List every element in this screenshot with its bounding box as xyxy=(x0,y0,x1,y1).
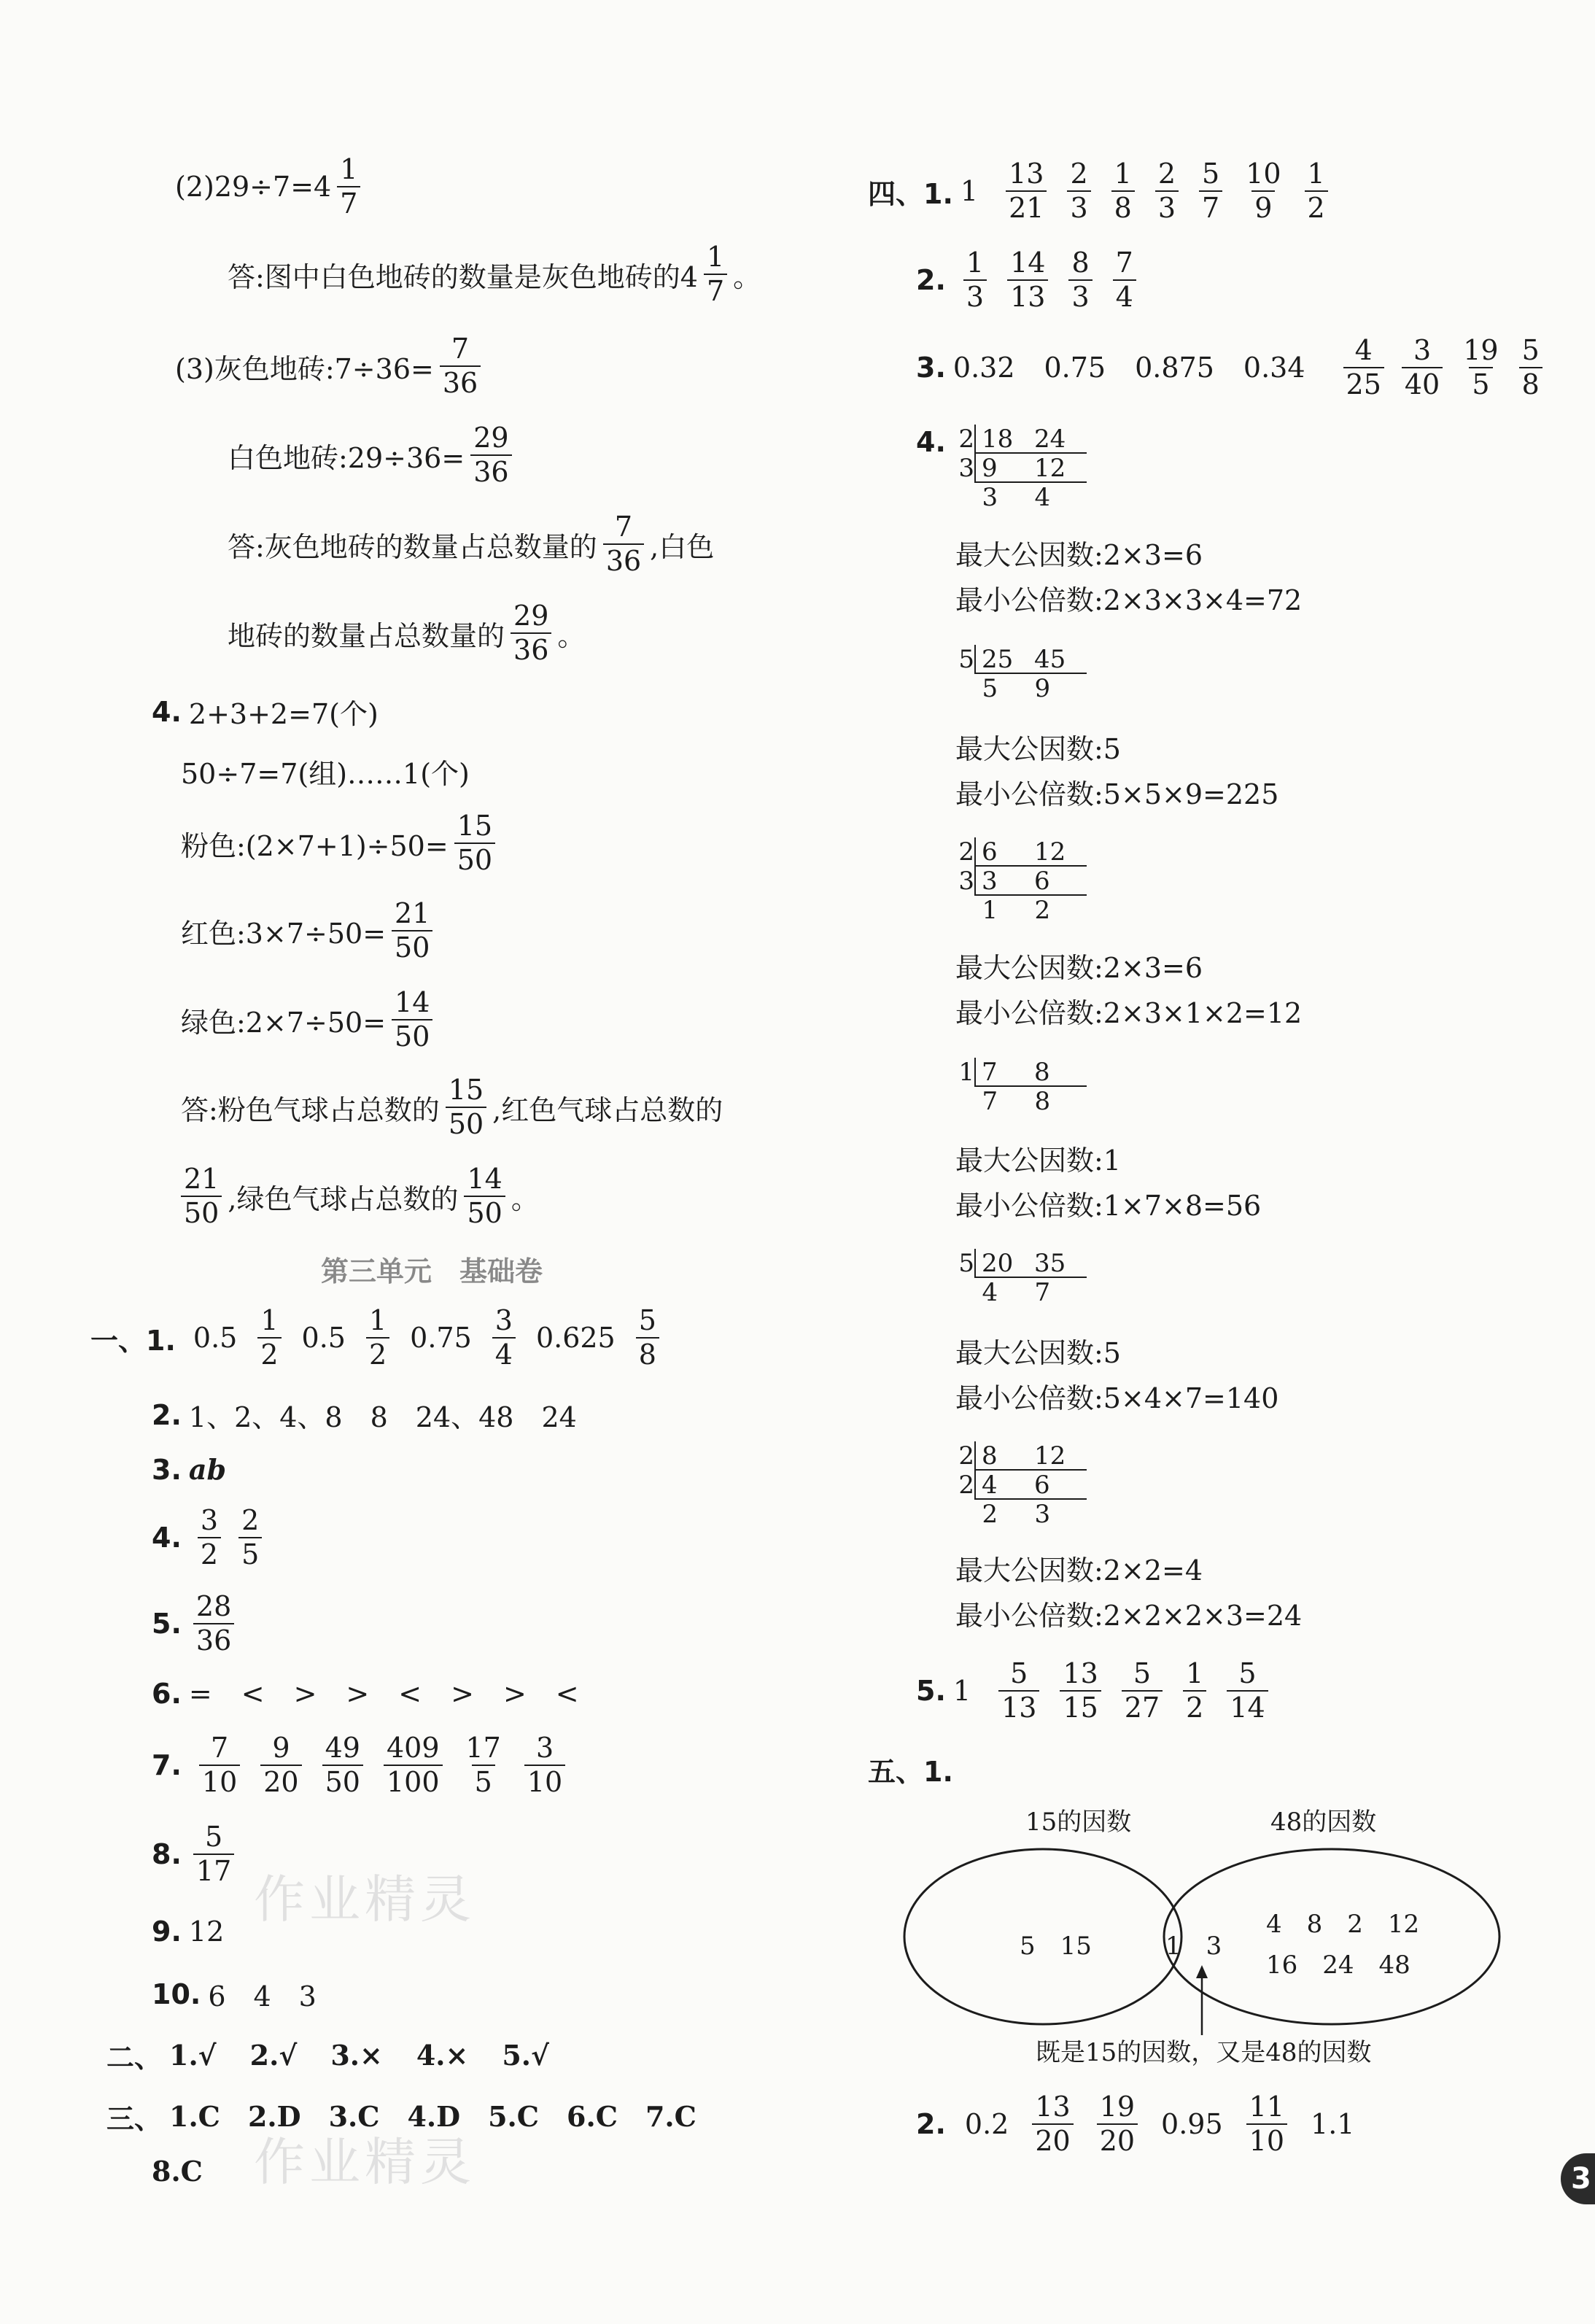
fraction: $\frac{3}{40}$ xyxy=(1402,336,1443,400)
fraction: $\frac{5}{8}$ xyxy=(1519,336,1542,400)
fraction: $\frac{3}{4}$ xyxy=(492,1306,516,1370)
fraction: $\frac{1}{7}$ xyxy=(704,242,727,306)
fraction: $\frac{1}{2}$ xyxy=(257,1306,281,1370)
p5-label: 五、1. xyxy=(868,1756,953,1788)
fraction: $\frac{19}{20}$ xyxy=(1097,2092,1138,2156)
quotient-cell: 18 xyxy=(982,425,1014,454)
answer-item: 5.√ xyxy=(502,2039,550,2072)
fraction: $\frac{5}{17}$ xyxy=(193,1822,234,1886)
division-row xyxy=(955,1087,1087,1116)
division-row xyxy=(955,674,1087,703)
division-row xyxy=(955,867,1087,896)
quotient-cell: 7 xyxy=(982,1087,998,1116)
answer-item: 2.D xyxy=(247,2100,301,2133)
division-row xyxy=(955,837,1087,867)
fraction: $\frac{15}{50}$ xyxy=(446,1075,486,1139)
answer-item: 3.C xyxy=(328,2100,380,2133)
fraction: $\frac{2}{3}$ xyxy=(1155,159,1179,223)
fraction: $\frac{21}{50}$ xyxy=(392,899,432,963)
p3-answers: 三、 1.C 2.D 3.C 4.D 5.C 6.C 7.C xyxy=(106,2096,724,2137)
division-row xyxy=(955,896,1087,925)
fraction: $\frac{49}{50}$ xyxy=(322,1733,363,1797)
value: 0.75 xyxy=(1044,352,1106,384)
q4-pink: 粉色:(2×7+1)÷50= $\frac{15}{50}$ xyxy=(181,811,501,875)
fraction: $\frac{19}{5}$ xyxy=(1463,334,1499,401)
answer-item: 5.C xyxy=(488,2100,540,2133)
quotient-cell: 12 xyxy=(1034,454,1066,483)
p4-q3: 3. 0.32 0.75 0.875 0.34 $\frac{4}{25}$ $\frac{3}{40}$ $\frac{19}{5}$ $\frac{5}{8}$ xyxy=(916,336,1551,400)
gcd-3: 最大公因数:2×3=6 xyxy=(955,952,1203,984)
q3-2-equation: (2)29÷7=4 $\frac{1}{7}$ xyxy=(175,155,366,219)
fraction: $\frac{409}{100}$ xyxy=(384,1733,443,1797)
p1-q4-answers xyxy=(189,1506,271,1570)
value: 0.32 xyxy=(952,352,1015,384)
p1-q5: 5. $\frac{28}{36}$ xyxy=(152,1592,238,1656)
value: 0.5 xyxy=(193,1322,238,1355)
quotient-cell: 2 xyxy=(982,1500,998,1529)
p1-q6-answers xyxy=(189,1678,608,1710)
answer-item: 1.√ xyxy=(169,2039,217,2072)
p4-q4-label: 4. xyxy=(916,426,946,458)
quotient-cell: 9 xyxy=(1034,674,1051,703)
divisor: 2 xyxy=(958,1441,974,1471)
gcd-6: 最大公因数:2×2=4 xyxy=(955,1554,1203,1587)
fraction: $\frac{3}{2}$ xyxy=(198,1506,221,1570)
venn-right-title: 48的因数 xyxy=(1270,1808,1377,1837)
fraction: $\frac{15}{50}$ xyxy=(454,811,495,875)
short-division-1 xyxy=(955,425,1087,512)
divisor: 5 xyxy=(958,1249,974,1278)
division-row xyxy=(955,483,1087,512)
division-row xyxy=(955,1058,1087,1087)
p2-answers: 二、 1.√ 2.√ 3.× 4.× 5.√ xyxy=(106,2035,583,2075)
fraction: $\frac{28}{36}$ xyxy=(193,1592,234,1656)
venn-right-row2: 16 24 48 xyxy=(1266,1951,1410,1980)
p1-q8-answers xyxy=(189,1822,238,1886)
divisor xyxy=(955,1278,974,1307)
venn-right-row1: 4 8 2 12 xyxy=(1266,1910,1420,1939)
q3-3-answer-line1: 答:灰色地砖的数量占总数量的 $\frac{7}{36}$ ,白色 xyxy=(228,511,715,578)
p4-q3-fractions xyxy=(1335,336,1551,400)
short-division-2 xyxy=(955,645,1087,703)
q3-3-answer-line2: 地砖的数量占总数量的 $\frac{29}{36}$ 。 xyxy=(228,600,586,667)
divisor: 5 xyxy=(958,645,974,674)
fraction: $\frac{5}{8}$ xyxy=(636,1306,659,1370)
venn-left-title: 15的因数 xyxy=(1025,1808,1132,1837)
fraction: $\frac{7}{4}$ xyxy=(1113,248,1136,312)
value: 0.34 xyxy=(1243,352,1305,384)
answer-item: > xyxy=(502,1678,527,1710)
venn-caption: 既是15的因数，又是48的因数 xyxy=(1036,2038,1372,2067)
gcd-5: 最大公因数:5 xyxy=(955,1337,1121,1369)
fraction: $\frac{13}{20}$ xyxy=(1032,2092,1073,2156)
fraction: $\frac{14}{13}$ xyxy=(1007,248,1048,312)
division-row xyxy=(955,645,1087,674)
fraction: $\frac{7}{36}$ xyxy=(603,512,644,576)
answer-item: > xyxy=(293,1678,317,1710)
fraction: $\frac{14}{50}$ xyxy=(464,1164,505,1228)
fraction: $\frac{10}{9}$ xyxy=(1246,158,1281,225)
fraction: $\frac{13}{15}$ xyxy=(1060,1659,1101,1723)
divisor: 3 xyxy=(958,454,974,483)
answer-item: 4.D xyxy=(407,2100,461,2133)
p4-q1: 四、1. 1 $\frac{13}{21}$ $\frac{2}{3}$ $\frac{1}{8}$ $\frac{2}{3}$ $\frac{5}{7}$ $\frac{10}{9}$ $\frac{1}{2}$ xyxy=(868,159,1338,223)
p1-q3: 3. ab xyxy=(152,1453,227,1486)
value: 0.75 xyxy=(410,1322,472,1355)
quotient-cell: 4 xyxy=(982,1471,998,1500)
quotient-cell: 6 xyxy=(1034,1471,1050,1500)
p1-q6: 6. = < > > < > > < xyxy=(152,1678,608,1710)
quotient-cell: 7 xyxy=(982,1058,998,1087)
fraction: $\frac{14}{50}$ xyxy=(392,988,432,1052)
fraction: $\frac{1}{2}$ xyxy=(1183,1659,1206,1723)
lcm-4: 最小公倍数:1×7×8=56 xyxy=(955,1190,1262,1222)
venn-left-only: 5 15 xyxy=(1020,1932,1092,1961)
q4-red: 红色:3×7÷50= $\frac{21}{50}$ xyxy=(181,899,438,963)
gcd-2: 最大公因数:5 xyxy=(955,733,1121,765)
fraction: $\frac{1}{2}$ xyxy=(366,1306,389,1370)
p1-q4: 4. $\frac{3}{2}$ $\frac{2}{5}$ xyxy=(152,1506,271,1570)
quotient-cell: 6 xyxy=(982,837,998,867)
fraction: $\frac{5}{14}$ xyxy=(1227,1659,1268,1723)
gcd-1: 最大公因数:2×3=6 xyxy=(955,539,1203,571)
fraction: $\frac{5}{27}$ xyxy=(1122,1659,1163,1723)
divisor xyxy=(955,1087,974,1116)
quotient-cell: 12 xyxy=(1034,837,1066,867)
division-row xyxy=(955,1249,1087,1278)
divisor: 3 xyxy=(958,867,974,896)
q3-3-white: 白色地砖:29÷36= $\frac{29}{36}$ xyxy=(228,423,518,487)
fraction: $\frac{5}{7}$ xyxy=(1199,159,1222,223)
division-row xyxy=(955,1500,1087,1529)
answer-item: > xyxy=(346,1678,370,1710)
watermark: 作业精灵 xyxy=(254,2132,476,2192)
division-row xyxy=(955,454,1087,483)
fraction: $\frac{1}{3}$ xyxy=(963,248,987,312)
p4-q5: 5. 1 $\frac{5}{13}$ $\frac{13}{15}$ $\frac{5}{27}$ $\frac{1}{2}$ $\frac{5}{14}$ xyxy=(916,1659,1278,1723)
value: 0.2 xyxy=(964,2108,1009,2141)
p1-q1: 一、1. 0.5 $\frac{1}{2}$ 0.5 $\frac{1}{2}$ 0.75 $\frac{3}{4}$ 0.625 $\frac{5}{8}$ xyxy=(90,1306,670,1370)
divisor xyxy=(955,896,974,925)
fraction: $\frac{1}{7}$ xyxy=(337,155,360,219)
q3-3-gray: (3)灰色地砖:7÷36= $\frac{7}{36}$ xyxy=(175,334,486,398)
q4-green: 绿色:2×7÷50= $\frac{14}{50}$ xyxy=(181,988,438,1052)
division-row xyxy=(955,1278,1087,1307)
value: 0.875 xyxy=(1135,352,1214,384)
quotient-cell: 3 xyxy=(982,867,998,896)
fraction: $\frac{9}{20}$ xyxy=(260,1733,301,1797)
fraction: $\frac{7}{10}$ xyxy=(199,1733,240,1797)
arrow-icon xyxy=(1196,1965,1208,1978)
lcm-2: 最小公倍数:5×5×9=225 xyxy=(955,778,1279,810)
fraction: $\frac{21}{50}$ xyxy=(181,1164,222,1228)
q4-answer-line2: $\frac{21}{50}$ ,绿色气球占总数的 $\frac{14}{50}$ 。 xyxy=(175,1164,539,1228)
venn-common: 1 3 xyxy=(1165,1932,1222,1961)
quotient-cell: 3 xyxy=(982,483,998,512)
lcm-1: 最小公倍数:2×3×3×4=72 xyxy=(955,584,1303,616)
quotient-cell: 4 xyxy=(1034,483,1051,512)
value: 0.625 xyxy=(535,1322,616,1355)
quotient-cell: 24 xyxy=(1034,425,1066,454)
quotient-cell: 25 xyxy=(982,645,1014,674)
divisor: 2 xyxy=(958,1471,974,1500)
quotient-cell: 8 xyxy=(982,1441,998,1471)
divisor: 2 xyxy=(958,425,974,454)
fraction: $\frac{29}{36}$ xyxy=(511,601,551,665)
answer-item: < xyxy=(555,1678,579,1710)
watermark: 作业精灵 xyxy=(254,1870,476,1929)
p1-q7: 7. $\frac{7}{10}$ $\frac{9}{20}$ $\frac{49}{50}$ $\frac{409}{100}$ $\frac{17}{5}$ $\frac{3}{10}$ xyxy=(152,1733,575,1797)
p4-q2-answers xyxy=(953,248,1146,312)
fraction: $\frac{13}{21}$ xyxy=(1006,159,1047,223)
answer-item: 6.C xyxy=(567,2100,618,2133)
q3-2-answer: 答:图中白色地砖的数量是灰色地砖的4 $\frac{1}{7}$ 。 xyxy=(228,241,761,308)
p1-q10: 10. 6 4 3 xyxy=(152,1978,317,2013)
fraction: $\frac{4}{25}$ xyxy=(1343,336,1384,400)
fraction: $\frac{5}{13}$ xyxy=(998,1659,1039,1723)
answer-item: < xyxy=(398,1678,422,1710)
divisor xyxy=(955,483,974,512)
fraction: $\frac{2}{3}$ xyxy=(1067,159,1090,223)
quotient-cell: 8 xyxy=(1034,1087,1051,1116)
short-division-5 xyxy=(955,1249,1087,1307)
answer-item: 2.√ xyxy=(249,2039,298,2072)
quotient-cell: 35 xyxy=(1034,1249,1066,1278)
section-title: 第三单元 基础卷 xyxy=(321,1255,543,1287)
q4-line1: 4. 2+3+2=7(个) xyxy=(152,695,379,730)
p3-8: 8.C xyxy=(152,2155,203,2188)
division-row xyxy=(955,1441,1087,1471)
divisor xyxy=(955,674,974,703)
divisor xyxy=(955,1500,974,1529)
lcm-6: 最小公倍数:2×2×2×3=24 xyxy=(955,1600,1303,1632)
p1-q9: 9. 12 xyxy=(152,1916,225,1948)
answer-item: 1.C xyxy=(169,2100,220,2133)
answer-item: = xyxy=(188,1678,212,1710)
quotient-cell: 5 xyxy=(982,674,998,703)
page-number: 3 xyxy=(1561,2153,1595,2204)
lcm-5: 最小公倍数:5×4×7=140 xyxy=(955,1382,1279,1414)
answer-item: 4.× xyxy=(416,2039,469,2072)
quotient-cell: 1 xyxy=(982,896,998,925)
fraction: $\frac{1}{8}$ xyxy=(1111,159,1135,223)
quotient-cell: 45 xyxy=(1034,645,1066,674)
divisor: 2 xyxy=(958,837,974,867)
value: 0.95 xyxy=(1161,2108,1223,2141)
p4-q3-decimals xyxy=(953,352,1335,384)
fraction: $\frac{2}{5}$ xyxy=(238,1506,262,1570)
p5-q2: 2. 0.2 $\frac{13}{20}$ $\frac{19}{20}$ 0.95 $\frac{11}{10}$ 1.1 xyxy=(916,2092,1366,2156)
fraction: $\frac{1}{2}$ xyxy=(1305,159,1328,223)
short-division-6 xyxy=(955,1441,1087,1529)
gcd-4: 最大公因数:1 xyxy=(955,1144,1121,1177)
fraction: $\frac{17}{5}$ xyxy=(465,1732,501,1799)
q4-answer-line1: 答:粉色气球占总数的 $\frac{15}{50}$ ,红色气球占总数的 xyxy=(181,1074,723,1141)
fraction: $\frac{29}{36}$ xyxy=(470,423,511,487)
quotient-cell: 4 xyxy=(982,1278,998,1307)
value: 0.5 xyxy=(301,1322,346,1355)
fraction: $\frac{11}{10}$ xyxy=(1246,2092,1287,2156)
p5-q2-answers xyxy=(953,2092,1367,2156)
p4-q2: 2. $\frac{1}{3}$ $\frac{14}{13}$ $\frac{8}{3}$ $\frac{7}{4}$ xyxy=(916,248,1146,312)
quotient-cell: 12 xyxy=(1034,1441,1066,1471)
quotient-cell: 7 xyxy=(1034,1278,1051,1307)
fraction: $\frac{8}{3}$ xyxy=(1068,248,1092,312)
quotient-cell: 2 xyxy=(1034,896,1051,925)
division-row xyxy=(955,425,1087,454)
divisor: 1 xyxy=(958,1058,974,1087)
short-division-4 xyxy=(955,1058,1087,1116)
p4-q1-answers xyxy=(996,159,1338,223)
p1-q2: 2. 1、2、4、8 8 24、48 24 xyxy=(152,1398,577,1433)
division-row xyxy=(955,1471,1087,1500)
quotient-cell: 6 xyxy=(1034,867,1050,896)
p4-q5-answers xyxy=(988,1659,1278,1723)
short-division-3 xyxy=(955,837,1087,925)
answer-item: > xyxy=(451,1678,474,1710)
p2-list xyxy=(169,2039,583,2072)
p1-q1-answers xyxy=(183,1306,670,1370)
answer-item: 3.× xyxy=(330,2039,383,2072)
fraction: $\frac{7}{36}$ xyxy=(440,334,481,398)
p1-q8: 8. $\frac{5}{17}$ xyxy=(152,1822,238,1886)
answer-item: < xyxy=(241,1678,265,1710)
quotient-cell: 9 xyxy=(982,454,998,483)
q4-line2: 50÷7=7(组)……1(个) xyxy=(181,758,470,790)
lcm-3: 最小公倍数:2×3×1×2=12 xyxy=(955,997,1303,1029)
value: 1.1 xyxy=(1311,2108,1355,2141)
quotient-cell: 20 xyxy=(982,1249,1014,1278)
quotient-cell: 8 xyxy=(1034,1058,1050,1087)
answer-item: 7.C xyxy=(645,2100,696,2133)
fraction: $\frac{3}{10}$ xyxy=(524,1733,565,1797)
p1-q7-answers xyxy=(189,1733,575,1797)
quotient-cell: 3 xyxy=(1034,1500,1051,1529)
p1-q5-answers xyxy=(189,1592,238,1656)
